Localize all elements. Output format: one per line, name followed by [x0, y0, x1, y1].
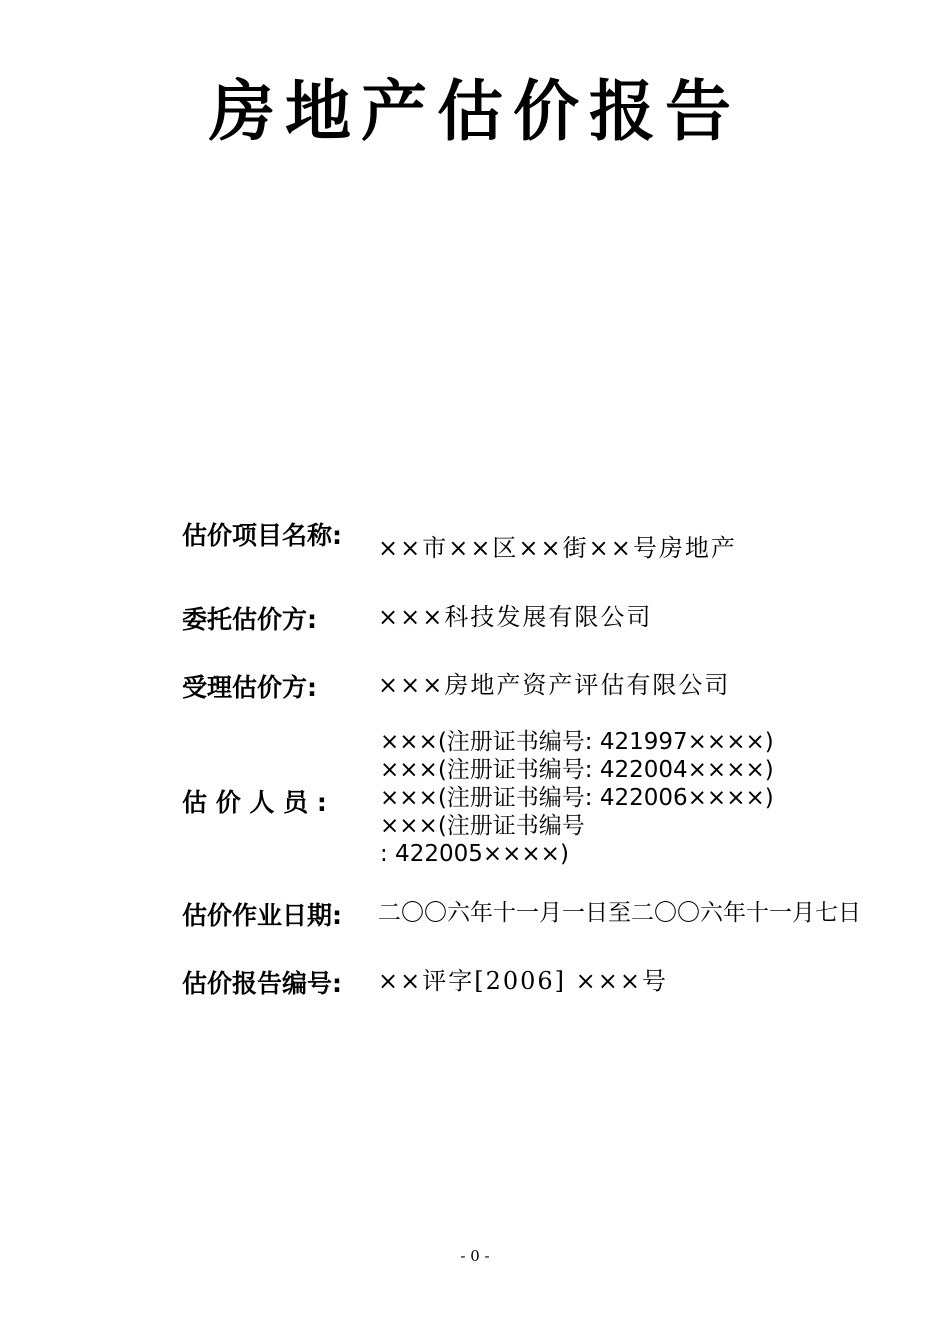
report-no-label: 估价报告编号: — [182, 969, 342, 998]
client-label: 委托估价方: — [182, 605, 317, 634]
work-date-label: 估价作业日期: — [182, 901, 342, 930]
appraiser-org-value: ×××房地产资产评估有限公司 — [378, 671, 731, 699]
appraiser-line: ×××(注册证书编号: 421997××××) — [380, 729, 774, 755]
appraiser-line: : 422005××××) — [380, 841, 569, 867]
appraiser-org-label: 受理估价方: — [182, 673, 317, 702]
client-value: ×××科技发展有限公司 — [378, 603, 653, 631]
appraisers-list — [380, 728, 774, 868]
project-name-value: ××市××区××街××号房地产 — [378, 534, 737, 562]
appraiser-line: ×××(注册证书编号: 422004××××) — [380, 757, 774, 783]
appraisers-label: 估 价 人 员 : — [182, 788, 327, 817]
report-title: 房地产估价报告 — [209, 73, 741, 150]
report-no-value: ××评字[2006] ×××号 — [378, 967, 668, 995]
project-name-label: 估价项目名称: — [182, 521, 342, 550]
appraiser-line: ×××(注册证书编号 — [380, 813, 585, 839]
work-date-value: 二〇〇六年十一月一日至二〇〇六年十一月七日 — [378, 900, 861, 926]
appraiser-line: ×××(注册证书编号: 422006××××) — [380, 785, 774, 811]
page-number: - 0 - — [460, 1247, 490, 1265]
